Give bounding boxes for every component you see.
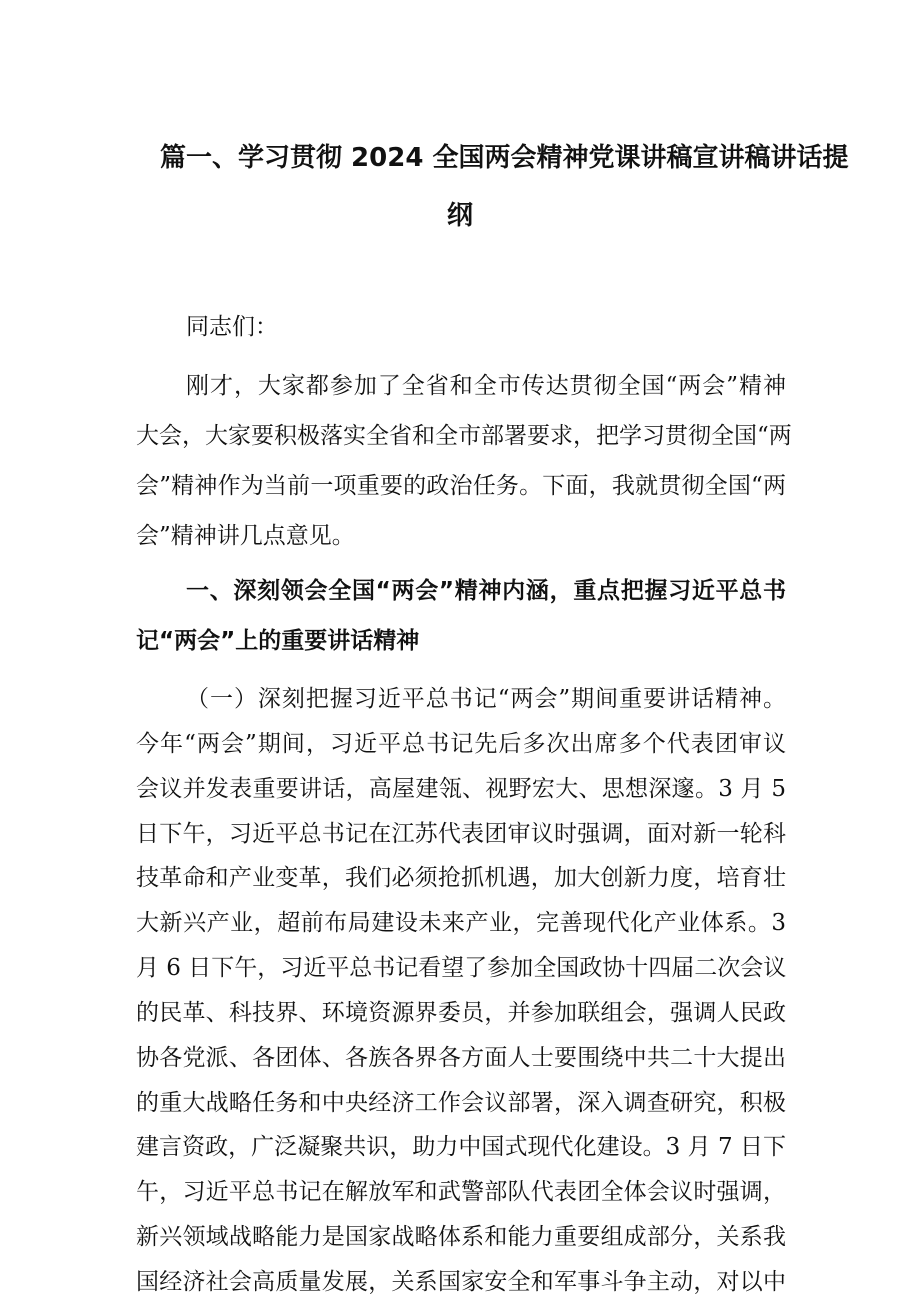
body-line: 国经济社会高质量发展，关系国家安全和军事斗争主动，对以中 <box>136 1269 786 1295</box>
body-line: 的民革、科技界、环境资源界委员，并参加联组会，强调人民政 <box>136 1000 786 1026</box>
body-line: 今年“两会”期间，习近平总书记先后多次出席多个代表团审议 <box>136 731 786 757</box>
intro-line: 刚才，大家都参加了全省和全市传达贯彻全国“两会”精神 <box>186 373 786 399</box>
intro-line: 会”精神作为当前一项重要的政治任务。下面，我就贯彻全国“两 <box>136 473 786 499</box>
body-line: 午，习近平总书记在解放军和武警部队代表团全体会议时强调， <box>136 1179 786 1205</box>
document-title-line-1: 篇一、学习贯彻 2024 全国两会精神党课讲稿宣讲稿讲话提 <box>160 143 849 173</box>
section-heading-line-1: 一、深刻领会全国“两会”精神内涵，重点把握习近平总书 <box>186 578 786 604</box>
body-line: 会议并发表重要讲话，高屋建瓴、视野宏大、思想深邃。3 月 5 <box>136 776 786 802</box>
body-line: 技革命和产业变革，我们必须抢抓机遇，加大创新力度，培育壮 <box>136 865 786 891</box>
intro-line: 大会，大家要积极落实全省和全市部署要求，把学习贯彻全国“两 <box>136 423 792 449</box>
section-heading-line-2: 记“两会”上的重要讲话精神 <box>136 628 420 654</box>
body-line: 大新兴产业，超前布局建设未来产业，完善现代化产业体系。3 <box>136 910 786 936</box>
intro-line: 会”精神讲几点意见。 <box>136 523 355 549</box>
body-line: 协各党派、各团体、各族各界各方面人士要围绕中共二十大提出 <box>136 1045 786 1071</box>
document-title-line-2: 纲 <box>446 201 473 231</box>
body-line: 日下午，习近平总书记在江苏代表团审议时强调，面对新一轮科 <box>136 821 786 847</box>
body-line: 的重大战略任务和中央经济工作会议部署，深入调查研究，积极 <box>136 1090 786 1116</box>
salutation: 同志们： <box>186 314 278 340</box>
subsection-line: （一）深刻把握习近平总书记“两会”期间重要讲话精神。 <box>186 686 786 712</box>
body-line: 建言资政，广泛凝聚共识，助力中国式现代化建设。3 月 7 日下 <box>136 1134 786 1160</box>
body-line: 新兴领域战略能力是国家战略体系和能力重要组成部分，关系我 <box>136 1224 786 1250</box>
body-line: 月 6 日下午，习近平总书记看望了参加全国政协十四届二次会议 <box>136 955 787 981</box>
